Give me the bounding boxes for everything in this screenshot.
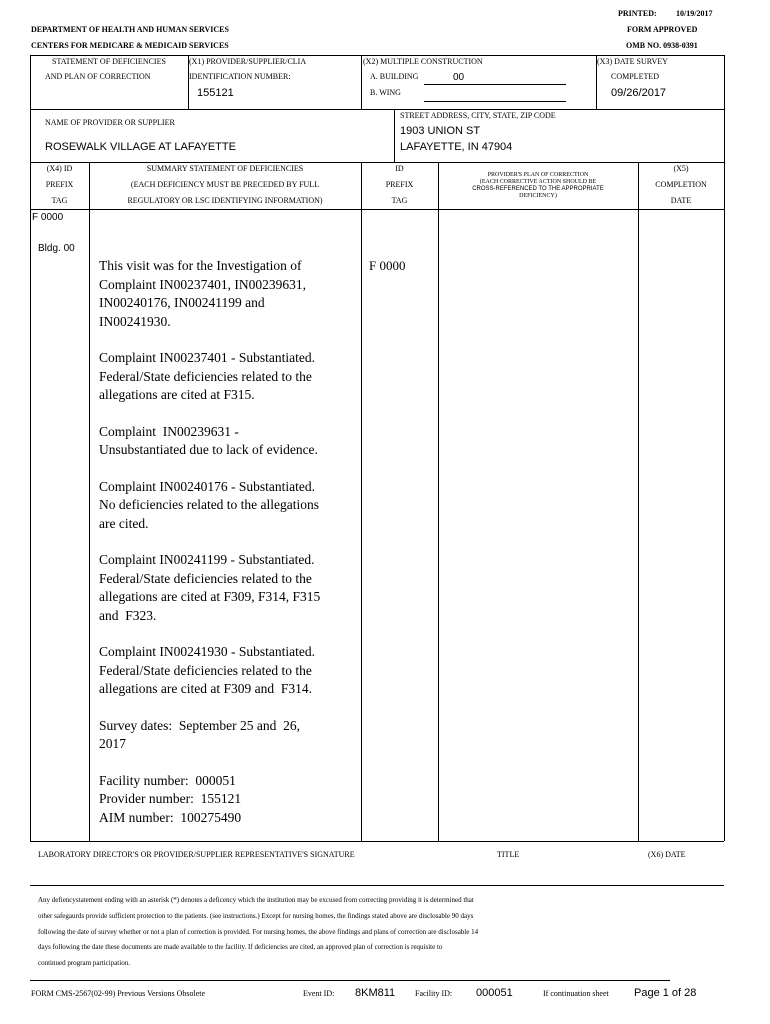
printed-label: PRINTED: xyxy=(618,9,657,18)
centers-name: CENTERS FOR MEDICARE & MEDICAID SERVICES xyxy=(31,41,229,50)
page-number: Page 1 of 28 xyxy=(634,987,697,999)
id-label-3: TAG xyxy=(391,196,408,205)
right-prefix-tag: F 0000 xyxy=(369,258,406,273)
plan-label-1: PROVIDER'S PLAN OF CORRECTION xyxy=(487,172,589,178)
paragraph-complaint-239631: Complaint IN00239631 - Unsubstantiated due to lack of evidence. xyxy=(99,423,318,457)
x4-label-3: TAG xyxy=(51,196,68,205)
id-label-1: ID xyxy=(395,164,404,173)
summary-label-1: SUMMARY STATEMENT OF DEFICIENCIES xyxy=(146,164,304,173)
building-tag: Bldg. 00 xyxy=(38,243,75,254)
summary-label-3: REGULATORY OR LSC IDENTIFYING INFORMATION) xyxy=(127,196,323,205)
x4-label-1: (X4) ID xyxy=(46,164,73,173)
provider-name-label: NAME OF PROVIDER OR SUPPLIER xyxy=(45,118,175,127)
paragraph-complaint-237401: Complaint IN00237401 - Substantiated. Federal/State deficiencies related to the allegations are cited at F315. xyxy=(99,350,315,402)
paragraph-complaint-241199: Complaint IN00241199 - Substantiated. Federal/State deficiencies related to the allegations are cited at F309, F314, F315 and F323. xyxy=(99,552,321,623)
x5-label-2: COMPLETION xyxy=(655,180,707,189)
plan-label-4: DEFICIENCY) xyxy=(519,193,557,199)
summary-label-2: (EACH DEFICIENCY MUST BE PRECEDED BY FULL xyxy=(130,180,320,189)
paragraph-survey-dates: Survey dates: September 25 and 26, 2017 xyxy=(99,717,300,751)
provider-name-value: ROSEWALK VILLAGE AT LAFAYETTE xyxy=(45,141,236,153)
id-label-2: PREFIX xyxy=(385,180,414,189)
facility-id-label: Facility ID: xyxy=(415,989,453,998)
plan-label-2: (EACH CORRECTIVE ACTION SHOULD BE xyxy=(479,179,597,185)
summary-statement xyxy=(99,257,359,845)
provider-id-value: 155121 xyxy=(197,87,234,99)
address-line-2: LAFAYETTE, IN 47904 xyxy=(400,141,513,153)
title-label: TITLE xyxy=(497,850,520,859)
omb-number: OMB NO. 0938-0391 xyxy=(626,41,698,50)
x3-label-2: COMPLETED xyxy=(611,72,659,81)
disclaimer-line-2: other safegaurds provide sufficient protection to the patients. (see instructions.) Except for nursing homes, the findings stated above are disclosable 90 days xyxy=(38,912,474,920)
building-label: A. BUILDING xyxy=(370,72,419,81)
director-signature-label: LABORATORY DIRECTOR'S OR PROVIDER/SUPPLIER REPRESENTATIVE'S SIGNATURE xyxy=(38,850,355,859)
plan-label-3: CROSS-REFERENCED TO THE APPROPRIATE xyxy=(472,186,604,192)
event-id-value: 8KM811 xyxy=(355,987,396,999)
disclaimer-line-1: Any defiencystatement ending with an asterisk (*) denotes a deficency which the institution may be excused from correcting providing it is determined that xyxy=(38,896,474,904)
wing-label: B. WING xyxy=(370,88,401,97)
form-number: FORM CMS-2567(02-99) Previous Versions Obsolete xyxy=(31,989,206,998)
form-approved: FORM APPROVED xyxy=(627,25,698,34)
x5-label-1: (X5) xyxy=(673,164,689,173)
event-id-label: Event ID: xyxy=(303,989,335,998)
disclaimer-line-5: continued program participation. xyxy=(38,959,130,967)
x1-label-2: IDENTIFICATION NUMBER: xyxy=(189,72,291,81)
continuation-label: If continuation sheet xyxy=(543,989,609,998)
x1-label-1: (X1) PROVIDER/SUPPLIER/CLIA xyxy=(189,57,307,66)
paragraph-complaint-241930: Complaint IN00241930 - Substantiated. Federal/State deficiencies related to the allegations are cited at F309 and F314. xyxy=(99,644,315,696)
disclaimer-line-3: following the date of survey whether or not a plan of correction is provided. For nursing homes, the above findings and plans of correction are disclosable 14 xyxy=(38,928,479,936)
paragraph-complaint-240176: Complaint IN00240176 - Substantiated. No deficiencies related to the allegations are cited. xyxy=(99,478,320,531)
address-label: STREET ADDRESS, CITY, STATE, ZIP CODE xyxy=(400,111,556,120)
printed-date: 10/19/2017 xyxy=(676,9,713,18)
disclaimer-line-4: days following the date these documents are made available to the facility. If deficiencies are cited, an approved plan of correction is requisite to xyxy=(38,943,443,951)
address-line-1: 1903 UNION ST xyxy=(400,125,481,137)
x3-label-1: (X3) DATE SURVEY xyxy=(597,57,668,66)
facility-id-value: 000051 xyxy=(476,987,513,999)
footer-divider xyxy=(30,980,670,981)
statement-label-1: STATEMENT OF DEFICIENCIES xyxy=(52,57,166,66)
x6-date-label: (X6) DATE xyxy=(648,850,686,859)
survey-date-value: 09/26/2017 xyxy=(611,87,667,99)
department-name: DEPARTMENT OF HEALTH AND HUMAN SERVICES xyxy=(31,25,229,34)
left-prefix-tag: F 0000 xyxy=(32,212,64,223)
x5-label-3: DATE xyxy=(670,196,692,205)
statement-label-2: AND PLAN OF CORRECTION xyxy=(45,72,151,81)
paragraph-facility-info: Facility number: 000051 Provider number: 155121 AIM number: 100275490 xyxy=(99,772,242,825)
x4-label-2: PREFIX xyxy=(45,180,74,189)
paragraph-investigation: This visit was for the Investigation of Complaint IN00237401, IN00239631, IN00240176, IN00241199 and IN00241930. xyxy=(99,258,306,329)
building-value: 00 xyxy=(453,72,465,83)
x2-label: (X2) MULTIPLE CONSTRUCTION xyxy=(363,57,483,66)
